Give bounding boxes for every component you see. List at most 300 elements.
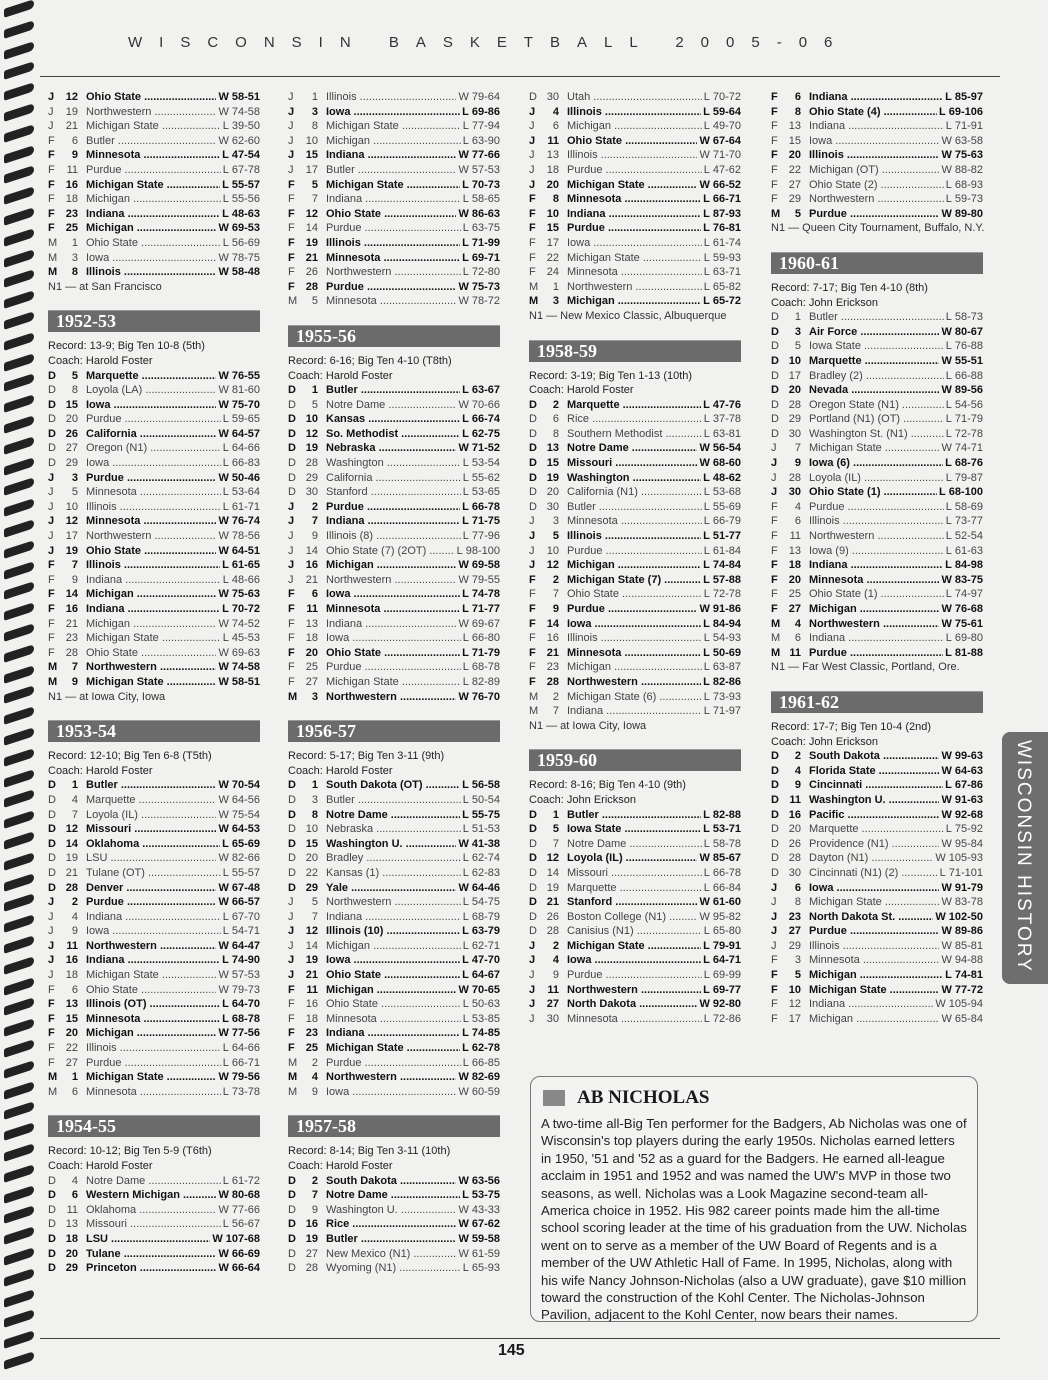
- game-score: 68-76: [954, 457, 983, 470]
- game-month: J: [529, 954, 536, 967]
- game-opponent: Michigan .....: [86, 221, 216, 236]
- binding-ring: [4, 1289, 34, 1308]
- game-row: [771, 587, 983, 602]
- game-opponent: Purdue .....: [567, 221, 701, 236]
- game-result: W: [458, 1203, 469, 1216]
- game-month: D: [771, 866, 779, 879]
- game-month: F: [48, 222, 55, 235]
- game-opponent: Minnesota .....: [86, 1085, 221, 1100]
- game-day: 17: [305, 163, 318, 176]
- game-score: 82-69: [471, 1071, 500, 1084]
- game-result: L: [945, 559, 952, 572]
- game-opponent: Illinois .....: [86, 1041, 221, 1056]
- game-result: W: [941, 764, 952, 777]
- game-score: 74-52: [231, 617, 260, 630]
- game-month: F: [288, 617, 295, 630]
- game-row: [529, 1012, 741, 1027]
- game-day: 3: [311, 690, 318, 703]
- game-month: M: [288, 1056, 298, 1069]
- game-score: 53-65: [471, 486, 500, 499]
- game-month: F: [288, 193, 295, 206]
- game-month: F: [529, 251, 536, 264]
- game-score: 75-63: [231, 588, 260, 601]
- binding-ring: [4, 124, 34, 143]
- game-opponent: South Dakota .....: [326, 1174, 456, 1189]
- game-row: [48, 471, 260, 486]
- game-score: 69-77: [712, 983, 741, 996]
- game-result: W: [458, 690, 469, 703]
- game-opponent: Southern Methodist .....: [567, 427, 702, 442]
- game-score: 70-73: [471, 178, 500, 191]
- game-day: 11: [306, 983, 318, 996]
- game-month: F: [48, 632, 55, 645]
- game-row: [529, 968, 741, 983]
- game-result: L: [462, 632, 469, 645]
- season-coach: Coach: Harold Foster: [529, 384, 634, 397]
- game-score: 81-60: [231, 384, 260, 397]
- game-day: 10: [305, 413, 318, 426]
- game-day: 19: [546, 881, 559, 894]
- game-opponent: Indiana .....: [326, 192, 461, 207]
- binding-ring: [4, 166, 34, 185]
- game-month: D: [48, 793, 56, 806]
- game-result: L: [222, 559, 229, 572]
- game-opponent: Michigan .....: [567, 558, 701, 573]
- game-month: F: [771, 573, 778, 586]
- game-day: 11: [547, 134, 559, 147]
- game-row: [288, 660, 500, 675]
- game-opponent: Purdue .....: [86, 895, 216, 910]
- game-month: D: [48, 427, 56, 440]
- header-rule: [40, 76, 1000, 77]
- game-opponent: Indiana .....: [809, 558, 943, 573]
- game-result: L: [703, 1012, 710, 1025]
- game-result: L: [222, 837, 229, 850]
- game-opponent: Princeton .....: [86, 1261, 216, 1276]
- game-row: [288, 544, 500, 559]
- game-row: [771, 953, 983, 968]
- game-score: 47-76: [712, 398, 741, 411]
- game-month: D: [288, 852, 296, 865]
- binding-ring: [4, 1018, 34, 1037]
- game-row: [48, 500, 260, 515]
- binding-ring: [4, 810, 34, 829]
- game-score: 55-62: [471, 471, 500, 484]
- binding-ring: [4, 582, 34, 601]
- game-opponent: Iowa .....: [326, 631, 461, 646]
- game-result: W: [941, 793, 952, 806]
- game-result: W: [218, 91, 229, 103]
- game-month: M: [529, 690, 539, 703]
- game-month: D: [771, 369, 779, 382]
- season-record: Record: 12-10; Big Ten 6-8 (T5th): [48, 750, 212, 763]
- game-result: W: [935, 910, 946, 923]
- game-day: 15: [65, 1012, 78, 1025]
- game-row: [771, 881, 983, 896]
- game-opponent: Purdue .....: [326, 500, 460, 515]
- game-score: 53-68: [712, 486, 741, 499]
- game-month: F: [288, 1012, 295, 1025]
- game-result: L: [939, 105, 946, 118]
- game-day: 21: [546, 896, 559, 909]
- game-month: D: [288, 457, 296, 470]
- game-month: F: [48, 149, 55, 162]
- game-result: L: [945, 588, 952, 601]
- game-row: [48, 398, 260, 413]
- game-day: 20: [788, 384, 801, 397]
- game-month: D: [48, 866, 56, 879]
- game-result: W: [941, 617, 952, 630]
- game-opponent: Rice .....: [326, 1217, 456, 1232]
- game-result: W: [218, 808, 229, 821]
- game-row: [771, 192, 983, 207]
- game-row: [771, 514, 983, 529]
- game-row: [529, 617, 741, 632]
- binding-ring: [4, 561, 34, 580]
- game-month: F: [771, 559, 778, 572]
- game-month: F: [771, 134, 778, 147]
- game-opponent: Iowa .....: [326, 587, 460, 602]
- game-opponent: Michigan State .....: [567, 939, 701, 954]
- binding-ring: [4, 935, 34, 954]
- game-month: D: [288, 1218, 296, 1231]
- game-day: 1: [552, 808, 559, 821]
- game-month: D: [288, 779, 296, 792]
- game-opponent: Purdue .....: [86, 412, 221, 427]
- game-opponent: Indiana .....: [326, 1026, 460, 1041]
- game-score: 66-80: [471, 632, 500, 645]
- game-result: L: [703, 632, 710, 645]
- game-row: [48, 822, 260, 837]
- game-day: 13: [305, 617, 318, 630]
- game-opponent: Iowa .....: [326, 105, 460, 120]
- game-day: 5: [552, 823, 559, 836]
- game-opponent: Butler .....: [326, 793, 461, 808]
- binding-ring: [4, 1206, 34, 1225]
- game-day: 22: [788, 163, 801, 176]
- game-opponent: Bradley .....: [326, 851, 461, 866]
- game-month: J: [48, 105, 54, 118]
- game-month: D: [288, 837, 296, 850]
- game-score: 69-80: [954, 632, 983, 645]
- game-result: L: [462, 105, 469, 118]
- game-row: [771, 939, 983, 954]
- game-score: 66-71: [231, 1056, 260, 1069]
- game-result: L: [222, 120, 229, 133]
- game-result: W: [941, 207, 952, 220]
- game-day: 28: [546, 675, 559, 688]
- game-result: W: [458, 398, 469, 411]
- game-month: F: [288, 222, 295, 235]
- game-opponent: Illinois .....: [86, 500, 221, 515]
- game-result: L: [462, 236, 469, 249]
- game-opponent: Missouri .....: [86, 1217, 221, 1232]
- game-result: L: [462, 413, 469, 426]
- game-opponent: Purdue .....: [326, 1056, 461, 1071]
- game-row: [288, 1041, 500, 1056]
- game-opponent: Minnesota .....: [567, 1012, 702, 1027]
- game-day: 1: [311, 91, 318, 103]
- game-month: J: [48, 896, 55, 909]
- game-day: 9: [311, 1203, 318, 1216]
- game-month: M: [48, 266, 58, 279]
- game-result: L: [222, 1042, 229, 1055]
- game-opponent: LSU .....: [86, 851, 216, 866]
- game-score: 82-88: [712, 808, 741, 821]
- game-opponent: Ohio State (2) .....: [809, 178, 944, 193]
- game-opponent: Loyola (IL) .....: [809, 471, 944, 486]
- season-header: 1960-61: [771, 252, 983, 274]
- game-month: D: [771, 750, 779, 763]
- game-day: 28: [546, 925, 559, 938]
- game-result: L: [945, 311, 952, 324]
- game-day: 10: [546, 544, 559, 557]
- game-result: L: [945, 457, 952, 470]
- game-month: J: [288, 925, 295, 938]
- game-day: 19: [305, 954, 318, 967]
- game-day: 13: [788, 120, 801, 133]
- game-month: F: [771, 998, 778, 1011]
- game-day: 20: [305, 646, 318, 659]
- game-score: 82-86: [712, 675, 741, 688]
- game-day: 18: [305, 1012, 318, 1025]
- game-result: W: [941, 837, 952, 850]
- game-result: W: [218, 1247, 229, 1260]
- game-row: [529, 192, 741, 207]
- game-score: 64-51: [231, 544, 260, 557]
- game-day: 30: [305, 486, 318, 499]
- game-day: 14: [65, 837, 78, 850]
- game-month: J: [48, 969, 54, 982]
- game-result: W: [218, 969, 229, 982]
- game-opponent: Michigan .....: [567, 294, 701, 309]
- game-opponent: Indiana .....: [326, 148, 456, 163]
- game-day: 4: [311, 1071, 318, 1084]
- game-month: J: [771, 486, 778, 499]
- game-month: F: [48, 1012, 55, 1025]
- game-row: [288, 837, 500, 852]
- game-score: 59-64: [712, 105, 741, 118]
- game-month: F: [48, 207, 55, 220]
- schedule-column-2: [288, 90, 500, 1276]
- binding-ring: [4, 270, 34, 289]
- game-opponent: Purdue .....: [567, 163, 702, 178]
- game-opponent: Pacific .....: [809, 808, 939, 823]
- game-day: 9: [71, 149, 78, 162]
- game-row: [48, 646, 260, 661]
- game-result: W: [458, 1174, 469, 1187]
- game-opponent: Purdue .....: [809, 924, 939, 939]
- game-score: 66-78: [471, 500, 500, 513]
- game-result: W: [458, 617, 469, 630]
- game-day: 15: [546, 457, 559, 470]
- game-day: 11: [547, 983, 559, 996]
- game-day: 9: [71, 573, 78, 586]
- game-row: [771, 354, 983, 369]
- game-score: 58-51: [231, 91, 260, 103]
- season-coach: Coach: Harold Foster: [48, 1160, 153, 1172]
- game-month: J: [288, 896, 294, 909]
- game-day: 6: [794, 515, 801, 528]
- game-row: [288, 953, 500, 968]
- game-day: 30: [788, 866, 801, 879]
- game-month: D: [529, 471, 537, 484]
- game-opponent: Illinois (8) .....: [326, 529, 461, 544]
- game-result: W: [218, 823, 229, 836]
- game-score: 76-68: [954, 603, 983, 615]
- game-row: [529, 265, 741, 280]
- game-row: [288, 529, 500, 544]
- game-result: L: [945, 427, 952, 440]
- game-score: 55-69: [712, 500, 741, 513]
- game-score: 63-87: [712, 661, 741, 674]
- game-month: D: [288, 881, 296, 894]
- game-opponent: Purdue .....: [326, 221, 461, 236]
- game-result: L: [222, 1056, 229, 1069]
- game-result: W: [218, 1203, 229, 1216]
- game-opponent: Purdue .....: [567, 544, 702, 559]
- game-opponent: Indiana .....: [567, 704, 702, 719]
- game-result: W: [212, 1232, 223, 1245]
- season-coach: Coach: Harold Foster: [48, 764, 153, 777]
- game-score: 62-83: [471, 866, 500, 879]
- game-score: 84-94: [712, 617, 741, 630]
- game-row: [48, 441, 260, 456]
- game-opponent: Denver .....: [86, 881, 216, 896]
- game-month: J: [529, 530, 536, 543]
- game-row: [771, 398, 983, 413]
- game-result: L: [703, 251, 710, 264]
- game-result: L: [462, 675, 469, 688]
- game-score: 61-72: [231, 1174, 260, 1187]
- game-opponent: Michigan State .....: [809, 983, 939, 998]
- game-day: 14: [546, 617, 559, 630]
- game-row: [529, 602, 741, 617]
- game-opponent: Ohio State .....: [326, 997, 461, 1012]
- game-row: [48, 1174, 260, 1189]
- binding-ring: [4, 727, 34, 746]
- binding-ring: [4, 873, 34, 892]
- game-month: D: [288, 1262, 296, 1275]
- game-day: 6: [794, 881, 801, 894]
- game-opponent: Loyola (IL) .....: [86, 808, 216, 823]
- game-result: W: [699, 149, 710, 162]
- game-opponent: Butler .....: [86, 134, 216, 149]
- game-month: D: [288, 427, 296, 440]
- game-score: 62-75: [471, 427, 500, 440]
- game-result: W: [218, 939, 229, 952]
- game-score: 55-51: [954, 354, 983, 367]
- game-result: L: [703, 471, 710, 484]
- game-row: [48, 851, 260, 866]
- game-day: 5: [311, 178, 318, 191]
- game-row: [529, 924, 741, 939]
- game-month: J: [288, 163, 294, 176]
- game-day: 17: [788, 1012, 801, 1025]
- game-day: 3: [552, 515, 559, 528]
- game-result: W: [941, 808, 952, 821]
- game-opponent: Marquette .....: [567, 881, 702, 896]
- season-footnote: N1 — Queen City Tournament, Buffalo, N.Y.: [771, 222, 985, 235]
- game-day: 11: [66, 939, 78, 952]
- game-month: D: [771, 384, 779, 397]
- game-day: 27: [65, 442, 78, 455]
- game-opponent: Iowa State .....: [809, 339, 944, 354]
- game-score: 61-59: [471, 1247, 500, 1260]
- game-opponent: Notre Dame .....: [326, 808, 460, 823]
- game-opponent: Indiana .....: [809, 997, 933, 1012]
- game-row: [771, 471, 983, 486]
- game-result: L: [222, 149, 229, 162]
- game-opponent: Minnesota .....: [567, 265, 702, 280]
- game-row: [529, 910, 741, 925]
- game-day: 1: [71, 1071, 78, 1084]
- game-row: [771, 895, 983, 910]
- season-coach: Coach: Harold Foster: [288, 1160, 393, 1172]
- game-opponent: Indiana .....: [326, 910, 461, 925]
- game-result: L: [222, 500, 229, 513]
- game-day: 2: [311, 1056, 318, 1069]
- game-opponent: Indiana .....: [326, 514, 460, 529]
- game-result: W: [218, 983, 229, 996]
- game-result: L: [222, 925, 229, 938]
- binding-ring: [4, 1247, 34, 1266]
- game-day: 25: [788, 588, 801, 601]
- game-month: D: [529, 427, 537, 440]
- game-score: 63-90: [471, 134, 500, 147]
- binding-ring: [4, 82, 34, 101]
- game-month: F: [771, 1012, 778, 1025]
- game-row: [48, 866, 260, 881]
- game-day: 20: [65, 1247, 78, 1260]
- game-month: J: [529, 969, 535, 982]
- game-result: W: [458, 837, 469, 850]
- game-month: F: [48, 1042, 55, 1055]
- game-day: 4: [71, 1174, 78, 1187]
- game-month: D: [288, 1232, 296, 1245]
- binding-ring: [4, 207, 34, 226]
- game-result: W: [218, 222, 229, 235]
- game-opponent: Marquette .....: [86, 369, 216, 384]
- game-day: 29: [305, 881, 318, 894]
- game-result: L: [945, 120, 952, 133]
- game-score: 107-68: [225, 1232, 260, 1245]
- game-result: W: [218, 588, 229, 601]
- game-result: W: [699, 178, 710, 191]
- game-opponent: Iowa .....: [86, 398, 216, 413]
- game-opponent: Illinois .....: [326, 236, 460, 251]
- game-day: 27: [546, 998, 559, 1011]
- game-score: 41-38: [471, 837, 500, 850]
- game-row: [48, 837, 260, 852]
- game-month: D: [529, 500, 537, 513]
- game-month: D: [48, 369, 56, 382]
- game-result: L: [462, 134, 469, 147]
- game-result: L: [222, 910, 229, 923]
- binding-ring: [4, 353, 34, 372]
- game-day: 11: [789, 530, 801, 543]
- game-result: W: [941, 983, 952, 996]
- game-opponent: North Dakota St. .....: [809, 910, 933, 925]
- game-opponent: Northwestern .....: [809, 192, 944, 207]
- binding-ring: [4, 519, 34, 538]
- game-day: 27: [305, 1247, 318, 1260]
- game-result: L: [462, 120, 469, 133]
- game-result: W: [218, 105, 229, 118]
- game-day: 27: [788, 178, 801, 191]
- game-row: [529, 398, 741, 413]
- game-score: 66-64: [231, 1262, 260, 1275]
